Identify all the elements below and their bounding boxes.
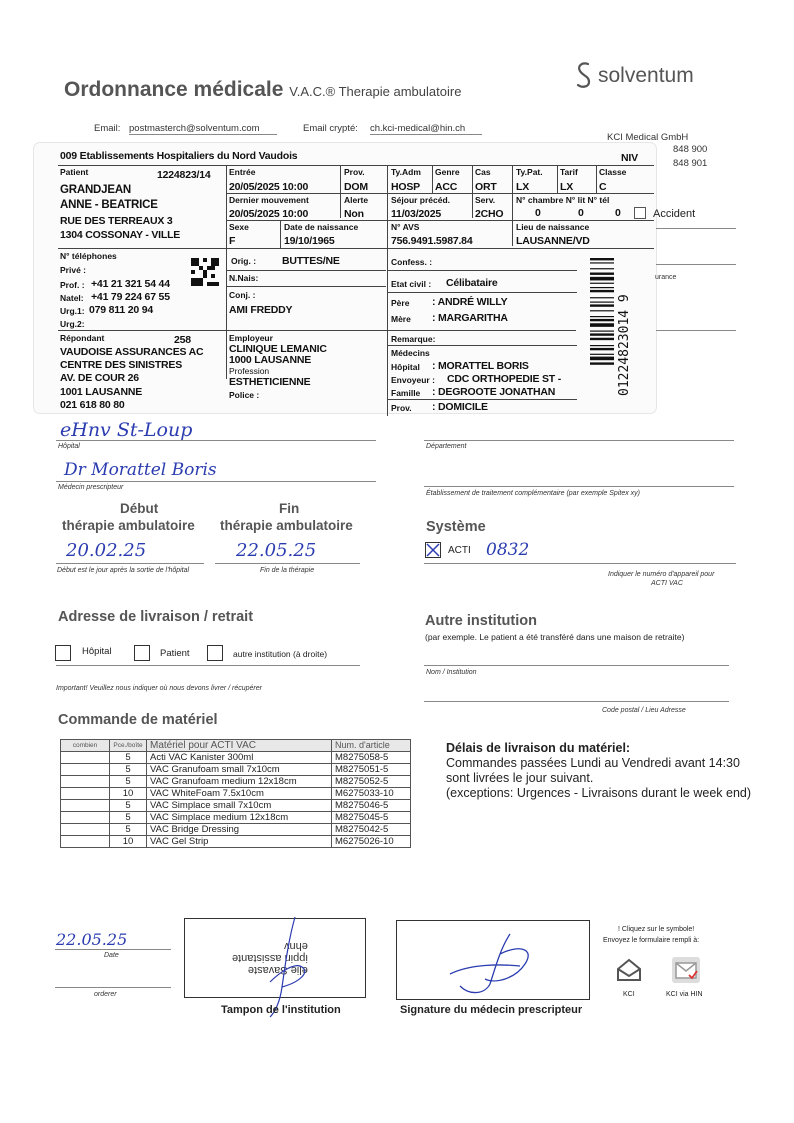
autre-institution-subtitle: (par exemple. Le patient a été transféré dans une maison de retraite) [425,632,685,642]
pieces-per-box-cell: 5 [110,812,147,824]
patient-firstname: ANNE - BEATRICE [60,199,158,211]
quantity-cell[interactable] [61,752,110,764]
card-hline [58,330,576,331]
prof-value: +41 21 321 54 44 [91,278,170,290]
patient-label: Patient [60,167,89,177]
code-postal-label: Code postal / Lieu Adresse [602,707,686,714]
patient-address-city: 1304 COSSONAY - VILLE [60,229,181,241]
profession-value: ESTHETICIENNE [229,376,311,388]
etablissement-input[interactable] [424,486,734,487]
article-number-cell: M8275042-5 [332,824,411,836]
fin-date-handwritten[interactable]: 22.05.25 [236,540,317,561]
avs-label: N° AVS [391,222,420,232]
lit-value: 0 [578,207,584,219]
barcode-bar [590,290,614,292]
date-label: Date [104,952,119,959]
orderer-label: orderer [94,991,117,998]
medecins-label: Médecins [391,348,430,358]
table-row [61,800,411,812]
col-header-article: Num. d'article [332,740,411,752]
material-name-cell: VAC Granufoam medium 12x18cm [147,776,332,788]
barcode-bar [590,302,614,303]
barcode-bar [590,323,614,327]
employeur-label: Employeur [229,333,273,343]
barcode-bar [590,258,614,260]
form-line [656,330,736,331]
card-hline [226,193,654,194]
card-hline [387,399,577,400]
material-name-cell: VAC Granufoam small 7x10cm [147,764,332,776]
barcode-bar [590,316,614,317]
etat-civil-label: Etat civil : [391,279,432,289]
pieces-per-box-cell: 5 [110,824,147,836]
stamp-line-3: elie Savaste [247,964,308,976]
form-line [56,665,360,666]
assurance-fragment: urance [655,274,677,281]
barcode-bar [590,287,614,288]
orig-label: Orig. : [231,256,257,266]
envelope-icon [615,957,643,983]
card-vline [387,166,388,416]
form-line [656,228,736,229]
card-hline [226,286,386,287]
barcode-bar [590,338,614,340]
chambre-value: 0 [535,207,541,219]
barcode-bar [590,268,614,269]
barcode-bar [590,331,614,332]
brand-logo [572,60,694,95]
systeme-title: Système [426,519,486,535]
barcode-bar [590,277,614,281]
accident-label: Accident [653,208,696,220]
dernier-mouvement-value: 20/05/2025 10:00 [229,208,309,220]
barcode-bar [590,345,614,346]
nnais-label: N.Nais: [229,273,259,283]
tampon-label: Tampon de l'institution [221,1004,341,1016]
tyadm-value: HOSP [391,181,420,193]
envoyeur-value: CDC ORTHOPEDIE ST - [447,373,562,385]
genre-value: ACC [435,181,458,193]
cas-value: ORT [475,181,497,193]
solventum-logo-icon [572,60,596,90]
click-note-1: ! Cliquez sur le symbole! [618,926,695,933]
lieu-naissance-label: Lieu de naissance [516,222,590,232]
click-note-2: Envoyez le formulaire rempli à: [603,937,700,944]
hopital-medecin-label: Hôpital [391,362,420,372]
acti-note-1: Indiquer le numéro d'appareil pour [608,571,715,578]
urg2-label: Urg.2: [60,319,85,329]
stamp-line-2: ippin assistante [232,952,308,964]
barcode-bar [590,362,614,364]
tyadm-label: Ty.Adm [391,167,421,177]
stamp-line-1: ehnv [283,940,308,952]
police-label: Police : [229,390,260,400]
card-hline [226,220,654,221]
chambre-label: N° chambre N° lit N° tél [516,195,610,205]
alerte-value: Non [344,208,364,220]
mere-label: Mère [391,314,411,324]
table-row [61,836,411,848]
prof-label: Prof. : [60,280,85,290]
mere-value: : MARGARITHA [432,312,508,324]
form-line [55,949,171,950]
delais-line-3: (exceptions: Urgences - Livraisons durant le week end) [446,786,752,800]
table-row [61,776,411,788]
page-title: Ordonnance médicale V.A.C.® Therapie ambulatoire [64,78,462,101]
livraison-title: Adresse de livraison / retrait [58,609,254,625]
card-hline [387,292,577,293]
profession-label: Profession [229,366,270,376]
form-line [215,563,360,564]
card-hline [226,270,386,271]
card-hline [387,270,577,271]
card-vline [226,166,227,248]
page-subtitle: V.A.C.® Therapie ambulatoire [289,84,462,99]
nom-institution-label: Nom / Institution [426,669,477,676]
barcode-bar [590,357,614,361]
code-postal-input[interactable] [424,701,729,702]
material-name-cell: VAC Bridge Dressing [147,824,332,836]
card-hline [58,248,654,249]
medecin-handwritten[interactable]: Dr Morattel Boris [64,460,217,480]
departement-label: Département [426,443,467,450]
barcode-bar [590,354,614,355]
send-kci-hin-button[interactable] [672,957,700,983]
tarif-label: Tarif [560,167,578,177]
card-vline [472,166,473,218]
barcode-bar [590,310,614,311]
debut-note: Début est le jour après la sortie de l'hôpital [57,567,190,574]
fin-title-1: Fin [279,501,300,516]
form-line [56,481,376,482]
company-fax: 848 901 [673,158,708,169]
acti-note-2: ACTI VAC [651,580,683,587]
serv-value: 2CHO [475,208,504,220]
sexe-value: F [229,235,236,247]
confess-label: Confess. : [391,257,433,267]
signature-label: Signature du médecin prescripteur [400,1004,583,1016]
card-vline [512,166,513,246]
article-number-cell: M8275046-5 [332,800,411,812]
form-line [424,563,736,564]
card-vline [280,221,281,249]
card-vline [340,166,341,218]
article-number-cell: M8275052-5 [332,776,411,788]
article-number-cell: M8275045-5 [332,812,411,824]
card-vline [432,166,433,194]
prov-value: DOM [344,181,368,193]
sexe-label: Sexe [229,222,249,232]
acti-checkbox[interactable] [425,542,441,558]
date-handwritten[interactable]: 22.05.25 [56,930,128,949]
barcode-bar [590,273,614,275]
article-number-cell: M8275051-5 [332,764,411,776]
genre-label: Genre [435,167,460,177]
sejour-label: Séjour précéd. [391,195,451,205]
etat-civil-value: Célibataire [446,277,498,289]
debut-title-1: Début [120,501,159,516]
typat-value: LX [516,181,530,193]
tel-value: 0 [615,207,621,219]
table-row [61,752,411,764]
card-vline [557,166,558,194]
pere-value: : ANDRÉ WILLY [432,296,508,308]
naissance-value: 19/10/1965 [284,235,335,247]
quantity-cell[interactable] [61,788,110,800]
envelope-hin-icon [672,957,700,983]
pieces-per-box-cell: 5 [110,776,147,788]
fin-title-2: thérapie ambulatoire [220,518,353,533]
kci-label: KCI [623,991,635,998]
table-row [61,812,411,824]
material-name-cell: Acti VAC Kanister 300ml [147,752,332,764]
important-note: Important! Veuillez nous indiquer où nous devons livrer / récupérer [56,685,262,692]
etablissement-label: Établissement de traitement complémentaire (par exemple Spitex xy) [426,490,640,497]
repondant-line5: 021 618 80 80 [60,399,125,411]
form-line [56,563,204,564]
kci-hin-label: KCI via HIN [666,991,703,998]
col-header-pce: Pce./boîte [110,740,147,752]
company-name: KCI Medical GmbH [607,132,689,143]
barcode-bar [590,333,614,335]
typat-label: Ty.Pat. [516,167,543,177]
repondant-code: 258 [174,334,191,346]
naissance-label: Date de naissance [284,222,359,232]
quantity-cell[interactable] [61,836,110,848]
acti-number-handwritten[interactable]: 0832 [486,540,530,560]
dernier-mouvement-label: Dernier mouvement [229,195,309,205]
table-row [61,764,411,776]
table-row [61,788,411,800]
prive-label: Privé : [60,265,86,275]
quantity-cell[interactable] [61,824,110,836]
doctor-signature [440,924,560,1004]
prov-medecin-label: Prov. [391,403,412,413]
acti-label: ACTI [448,545,471,556]
autre-option-label: autre institution (à droite) [233,649,328,659]
telephones-label: N° téléphones [60,251,117,261]
barcode-bar [590,319,614,321]
pieces-per-box-cell: 5 [110,752,147,764]
brand-name: solventum [598,64,694,87]
article-number-cell: M6275026-10 [332,836,411,848]
table-row [61,824,411,836]
material-name-cell: VAC Simplace small 7x10cm [147,800,332,812]
remarque-label: Remarque: [391,334,436,344]
patient-address-street: RUE DES TERREAUX 3 [60,215,173,227]
alerte-label: Alerte [344,195,369,205]
email-crypt-value[interactable]: ch.kci-medical@hin.ch [370,123,482,135]
patient-option-label: Patient [160,648,190,659]
prov-label: Prov. [344,167,365,177]
col-header-materiel: Matériel pour ACTI VAC [147,740,332,752]
patient-lastname: GRANDJEAN [60,184,132,196]
card-hline [387,345,577,346]
sejour-value: 11/03/2025 [391,208,441,220]
repondant-line3: AV. DE COUR 26 [60,372,139,384]
send-kci-button[interactable] [615,957,643,983]
barcode-bar [590,297,614,298]
barcode-bar [590,262,614,263]
pieces-per-box-cell: 10 [110,788,147,800]
envoyeur-label: Envoyeur : [391,375,435,385]
urg1-value: 079 811 20 94 [89,304,153,316]
qr-code-icon [191,258,219,286]
barcode-bar [590,348,614,350]
debut-date-handwritten[interactable]: 20.02.25 [66,540,147,561]
barcode-icon [590,258,614,398]
quantity-cell[interactable] [61,776,110,788]
material-name-cell: VAC Simplace medium 12x18cm [147,812,332,824]
cas-label: Cas [475,167,491,177]
col-header-combien: combien [61,740,110,752]
delais-line-1: Commandes passées Lundi au Vendredi avant 14:30 [446,756,740,770]
patient-checkbox[interactable] [134,645,150,661]
serv-label: Serv. [475,195,496,205]
quantity-cell[interactable] [61,764,110,776]
material-name-cell: VAC Gel Strip [147,836,332,848]
establishment: 009 Etablissements Hospitaliers du Nord Vaudois [60,150,298,162]
delais-title: Délais de livraison du matériel: [446,741,631,755]
email-value[interactable]: postmasterch@solventum.com [129,123,277,135]
pieces-per-box-cell: 10 [110,836,147,848]
hopital-field-label: Hôpital [58,443,80,450]
quantity-cell[interactable] [61,812,110,824]
employeur-line2: 1000 LAUSANNE [229,354,312,366]
card-divider [58,165,654,166]
autre-institution-title: Autre institution [425,613,537,629]
barcode-bar [590,304,614,306]
tarif-value: LX [560,181,574,193]
conj-label: Conj. : [229,290,256,300]
orig-value: BUTTES/NE [282,255,340,267]
departement-input[interactable] [424,440,734,441]
employeur-line1: CLINIQUE LEMANIC [229,343,327,355]
barcode-bar [590,283,614,284]
material-name-cell: VAC WhiteFoam 7.5x10cm [147,788,332,800]
hopital-handwritten[interactable]: eHnv St-Loup [60,419,193,441]
natel-value: +41 79 224 67 55 [91,291,170,303]
urg1-label: Urg.1: [60,306,85,316]
barcode-text: 01224823014 9 [617,294,632,396]
pere-label: Père [391,298,410,308]
repondant-label: Répondant [60,333,105,343]
email-label: Email: [94,123,121,134]
niv: NIV [621,152,638,164]
form-line [55,987,171,988]
card-vline [596,166,597,194]
accident-checkbox[interactable] [634,207,646,219]
entree-label: Entrée [229,167,256,177]
entree-value: 20/05/2025 10:00 [229,181,309,193]
quantity-cell[interactable] [61,800,110,812]
avs-value: 756.9491.5987.84 [391,235,473,247]
debut-title-2: thérapie ambulatoire [62,518,195,533]
card-vline [226,249,227,379]
prov-medecin-value: : DOMICILE [432,401,488,413]
pieces-per-box-cell: 5 [110,764,147,776]
autre-institution-checkbox[interactable] [207,645,223,661]
hopital-option-label: Hôpital [82,646,112,657]
natel-label: Natel: [60,293,84,303]
classe-value: C [599,181,607,193]
fin-note: Fin de la thérapie [260,567,315,574]
email-crypt-label: Email crypté: [303,123,358,134]
check-mark-icon [426,543,440,557]
article-number-cell: M6275033-10 [332,788,411,800]
delais-line-2: sont livrées le jour suivant. [446,771,594,785]
nom-institution-input[interactable] [424,665,729,666]
commande-title: Commande de matériel [58,712,218,728]
material-table [60,739,411,848]
classe-label: Classe [599,167,627,177]
article-number-cell: M8275058-5 [332,752,411,764]
repondant-line1: VAUDOISE ASSURANCES AC [60,346,204,358]
lieu-naissance-value: LAUSANNE/VD [516,235,590,247]
famille-value: : DEGROOTE JONATHAN [432,386,556,398]
conj-value: AMI FREDDY [229,304,293,316]
famille-label: Famille [391,388,421,398]
pieces-per-box-cell: 5 [110,800,147,812]
company-phone: 848 900 [673,144,708,155]
hopital-checkbox[interactable] [55,645,71,661]
form-line [56,440,376,441]
form-line [656,264,736,265]
medecin-field-label: Médecin prescripteur [58,484,124,491]
repondant-line4: 1001 LAUSANNE [60,386,143,398]
repondant-line2: CENTRE DES SINISTRES [60,359,183,371]
patient-id: 1224823/14 [157,169,211,181]
hopital-medecin-value: : MORATTEL BORIS [432,360,529,372]
